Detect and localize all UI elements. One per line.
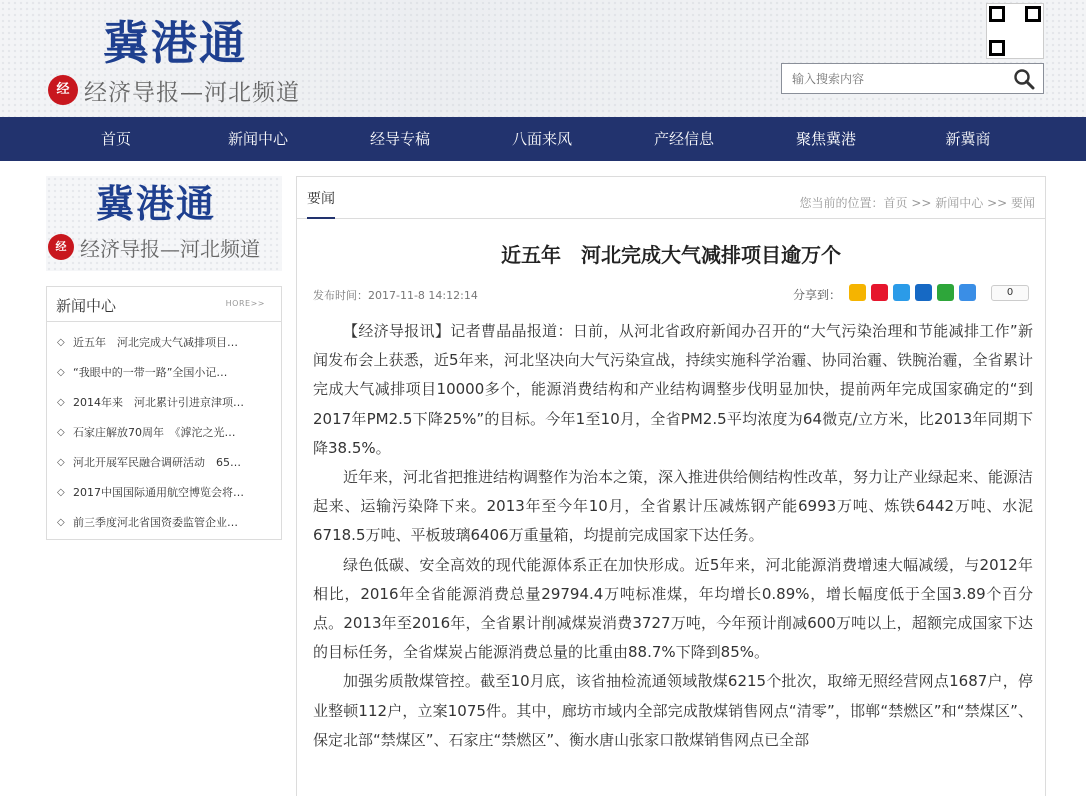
news-center-title: 新闻中心 xyxy=(56,297,117,315)
list-item[interactable]: ◇ 2014年来 河北累计引进京津项… xyxy=(47,388,279,418)
search-input[interactable] xyxy=(782,64,1007,93)
diamond-icon: ◇ xyxy=(57,397,65,408)
article-paragraph: 加强劣质散煤管控。截至10月底，该省抽检流通领域散煤6215个批次，取缔无照经营网点1687户，停业整顿112户，立案1075件。其中，廊坊市域内全部完成散煤销售网点“清零”，邯郸“禁燃区”和“禁煤区”、保定北部“禁煤区”、石家庄“禁燃区”、衡水唐山张家口散煤销售网点已全部 xyxy=(313,672,1033,749)
nav-news-center[interactable]: 新闻中心 xyxy=(227,130,288,148)
list-item[interactable]: ◇ 河北开展军民融合调研活动 65… xyxy=(47,448,279,478)
nav-industry-info[interactable]: 产经信息 xyxy=(653,130,714,148)
main-nav xyxy=(0,117,1086,161)
tab-headlines[interactable]: 要闻 xyxy=(307,188,335,219)
news-list xyxy=(47,328,281,538)
article-paragraph: 绿色低碳、安全高效的现代能源体系正在加快形成。近5年来，河北能源消费增速大幅减缓，与2012年相比，2016年全省能源消费总量29794.4万吨标准煤，年均增长0.89%，增长幅度低于全国3.89个百分点。2013年至2016年，全省累计削减煤炭消费3727万吨，今年预计削减600万吨以上，超额完成国家下达的目标任务，全省煤炭占能源消费总量的比重由88.7%下降到85%。 xyxy=(313,555,1033,662)
diamond-icon: ◇ xyxy=(57,457,65,468)
article-body xyxy=(313,317,1033,755)
site-brand-logo[interactable]: 冀港通 xyxy=(103,16,247,70)
site-header xyxy=(0,0,1086,117)
diamond-icon: ◇ xyxy=(57,427,65,438)
breadcrumb[interactable]: 您当前的位置：首页 >> 新闻中心 >> 要闻 xyxy=(799,196,1035,210)
more-link[interactable]: HORE>> xyxy=(225,299,265,308)
list-item[interactable]: ◇ 近五年 河北完成大气减排项目… xyxy=(47,328,279,358)
publish-time: 发布时间：2017-11-8 14:12:14 xyxy=(313,289,478,302)
site-subbrand: 经济导报—河北频道 xyxy=(84,80,300,106)
share-wechat-icon[interactable] xyxy=(937,284,954,301)
share-renren-icon[interactable] xyxy=(915,284,932,301)
share-tqq-icon[interactable] xyxy=(893,284,910,301)
newspaper-emblem-icon: 经 xyxy=(48,75,78,105)
diamond-icon: ◇ xyxy=(57,367,65,378)
list-item[interactable]: ◇ 石家庄解放70周年 《滹沱之光… xyxy=(47,418,279,448)
share-weibo-icon[interactable] xyxy=(871,284,888,301)
list-item[interactable]: ◇ 前三季度河北省国资委监管企业… xyxy=(47,508,279,538)
news-center-box xyxy=(46,286,282,540)
share-more-icon[interactable] xyxy=(959,284,976,301)
nav-home[interactable]: 首页 xyxy=(100,130,131,148)
article-paragraph: 近年来，河北省把推进结构调整作为治本之策，深入推进供给侧结构性改革，努力让产业绿起来、能源洁起来、运输污染降下来。2013年至今年10月，全省累计压减炼钢产能6993万吨、炼铁6442万吨、水泥6718.5万吨、平板玻璃6406万重量箱，均提前完成国家下达任务。 xyxy=(313,468,1034,545)
diamond-icon: ◇ xyxy=(57,517,65,528)
qr-code xyxy=(986,3,1044,59)
search-box xyxy=(781,63,1044,94)
share-count: 0 xyxy=(991,285,1029,301)
nav-focus-jigang[interactable]: 聚焦冀港 xyxy=(795,130,856,148)
nav-new-jishang[interactable]: 新冀商 xyxy=(945,130,991,148)
share-qzone-icon[interactable] xyxy=(849,284,866,301)
nav-all-sides[interactable]: 八面来风 xyxy=(511,130,572,148)
sidebar-logo xyxy=(46,176,282,271)
article-title: 近五年 河北完成大气减排项目逾万个 xyxy=(501,243,841,267)
sidebar-brand: 冀港通 xyxy=(96,181,217,226)
diamond-icon: ◇ xyxy=(57,337,65,348)
list-item[interactable]: ◇ “我眼中的一带一路”全国小记… xyxy=(47,358,279,388)
diamond-icon: ◇ xyxy=(57,487,65,498)
nav-exclusive[interactable]: 经导专稿 xyxy=(369,130,430,148)
share-label: 分享到： xyxy=(793,288,842,302)
sidebar-subbrand: 经济导报—河北频道 xyxy=(80,237,260,261)
list-item[interactable]: ◇ 2017中国国际通用航空博览会将… xyxy=(47,478,279,508)
newspaper-emblem-icon: 经 xyxy=(48,234,74,260)
article-paragraph: 【经济导报讯】记者曹晶晶报道：日前，从河北省政府新闻办召开的“大气污染治理和节能减排工作”新闻发布会上获悉，近5年来，河北坚决向大气污染宣战，持续实施科学治霾、协同治霾、铁腕治霾，全省累计完成大气减排项目10000多个，能源消费结构和产业结构调整步伐明显加快，提前两年完成国家确定的“到2017年PM2.5下降25%”的目标。今年1至10月，全省PM2.5平均浓度为64微克/立方米，比2013年同期下降38.5%。 xyxy=(313,322,1033,457)
search-icon[interactable] xyxy=(1013,68,1035,90)
article-panel xyxy=(296,176,1046,796)
